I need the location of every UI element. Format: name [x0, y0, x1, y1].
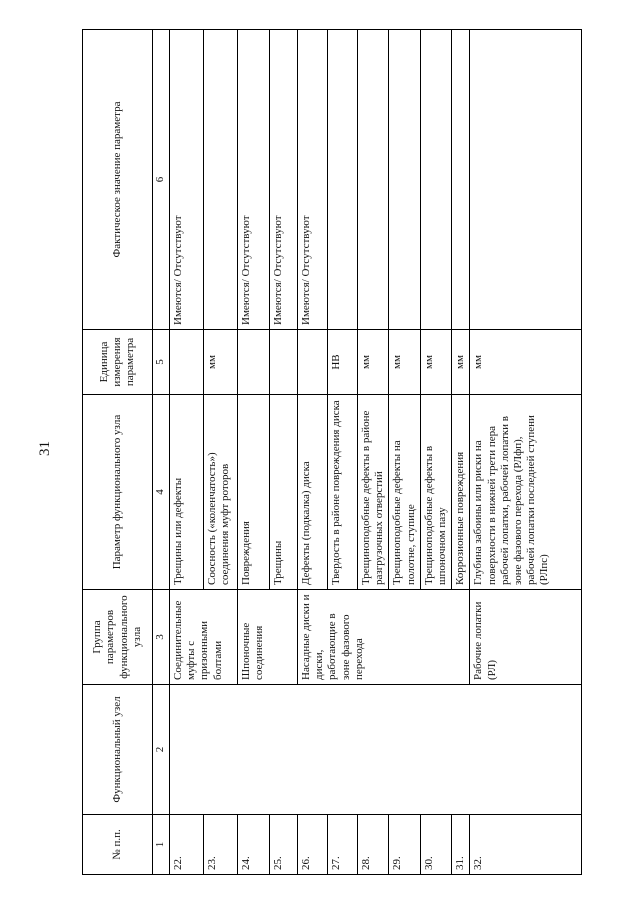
- row-number: 32.: [470, 815, 582, 875]
- row-number: 30.: [420, 815, 451, 875]
- header-num: № п.п.: [83, 815, 153, 875]
- unit-cell: мм: [452, 330, 470, 395]
- value-cell: [470, 30, 582, 330]
- unit-cell: мм: [389, 330, 420, 395]
- param-cell: Коррозионные повреждения: [452, 395, 470, 590]
- row-number: 25.: [270, 815, 298, 875]
- node-cell: [170, 685, 582, 815]
- row-number: 29.: [389, 815, 420, 875]
- colnum-3: 3: [153, 590, 170, 685]
- inspection-table-rotated: [82, 30, 582, 875]
- header-unit: Единица измерения параметра: [83, 330, 153, 395]
- row-number: 28.: [358, 815, 389, 875]
- header-param: Параметр функционального узла: [83, 395, 153, 590]
- param-cell: Трещины: [270, 395, 298, 590]
- table-row: [170, 30, 204, 875]
- value-cell: Имеются/ Отсутствуют: [170, 30, 204, 330]
- row-number: 27.: [328, 815, 358, 875]
- row-number: 24.: [238, 815, 270, 875]
- unit-cell: HB: [328, 330, 358, 395]
- row-number: 23.: [204, 815, 238, 875]
- param-cell: Трещиноподобные дефекты на полотне, ступице: [389, 395, 420, 590]
- param-cell: Твердость в районе повреждения диска: [328, 395, 358, 590]
- value-cell: [420, 30, 451, 330]
- param-cell: Соосность («коленчатость») соединения муфт роторов: [204, 395, 238, 590]
- group-discs: Насадные диски и диски, работающие в зоне фазового перехода: [298, 590, 470, 685]
- row-number: 22.: [170, 815, 204, 875]
- row-number: 26.: [298, 815, 328, 875]
- value-cell: [452, 30, 470, 330]
- param-cell: Глубина забоины или риски на поверхности в нижней трети пера рабочей лопатки, рабочей лопатки в зоне фазового перехода (РЛфп), рабочей лопатки последней ступени (РЛпс): [470, 395, 582, 590]
- value-cell: [204, 30, 238, 330]
- header-group: Группа параметров функционального узла: [83, 590, 153, 685]
- unit-cell: [298, 330, 328, 395]
- colnum-4: 4: [153, 395, 170, 590]
- column-number-row: [153, 30, 170, 875]
- value-cell: Имеются/ Отсутствуют: [238, 30, 270, 330]
- param-cell: Трещиноподобные дефекты в шпоночном пазу: [420, 395, 451, 590]
- colnum-1: 1: [153, 815, 170, 875]
- unit-cell: мм: [470, 330, 582, 395]
- value-cell: Имеются/ Отсутствуют: [298, 30, 328, 330]
- param-cell: Дефекты (подкалка) диска: [298, 395, 328, 590]
- unit-cell: [170, 330, 204, 395]
- inspection-table: [82, 29, 582, 875]
- value-cell: Имеются/ Отсутствуют: [270, 30, 298, 330]
- colnum-6: 6: [153, 30, 170, 330]
- header-row: [83, 30, 153, 875]
- page-number: 31: [37, 441, 53, 456]
- value-cell: [389, 30, 420, 330]
- group-keyed: Шпоночные соединения: [238, 590, 298, 685]
- row-number: 31.: [452, 815, 470, 875]
- group-blades: Рабочие лопатки (РЛ): [470, 590, 582, 685]
- group-couplings: Соединительные муфты с призонными болтами: [170, 590, 238, 685]
- header-value: Фактическое значение параметра: [83, 30, 153, 330]
- unit-cell: мм: [420, 330, 451, 395]
- unit-cell: мм: [204, 330, 238, 395]
- param-cell: Трещины или дефекты: [170, 395, 204, 590]
- param-cell: Трещиноподобные дефекты в районе разгрузочных отверстий: [358, 395, 389, 590]
- colnum-5: 5: [153, 330, 170, 395]
- colnum-2: 2: [153, 685, 170, 815]
- unit-cell: [270, 330, 298, 395]
- value-cell: [328, 30, 358, 330]
- unit-cell: мм: [358, 330, 389, 395]
- unit-cell: [238, 330, 270, 395]
- value-cell: [358, 30, 389, 330]
- param-cell: Повреждения: [238, 395, 270, 590]
- header-node: Функциональный узел: [83, 685, 153, 815]
